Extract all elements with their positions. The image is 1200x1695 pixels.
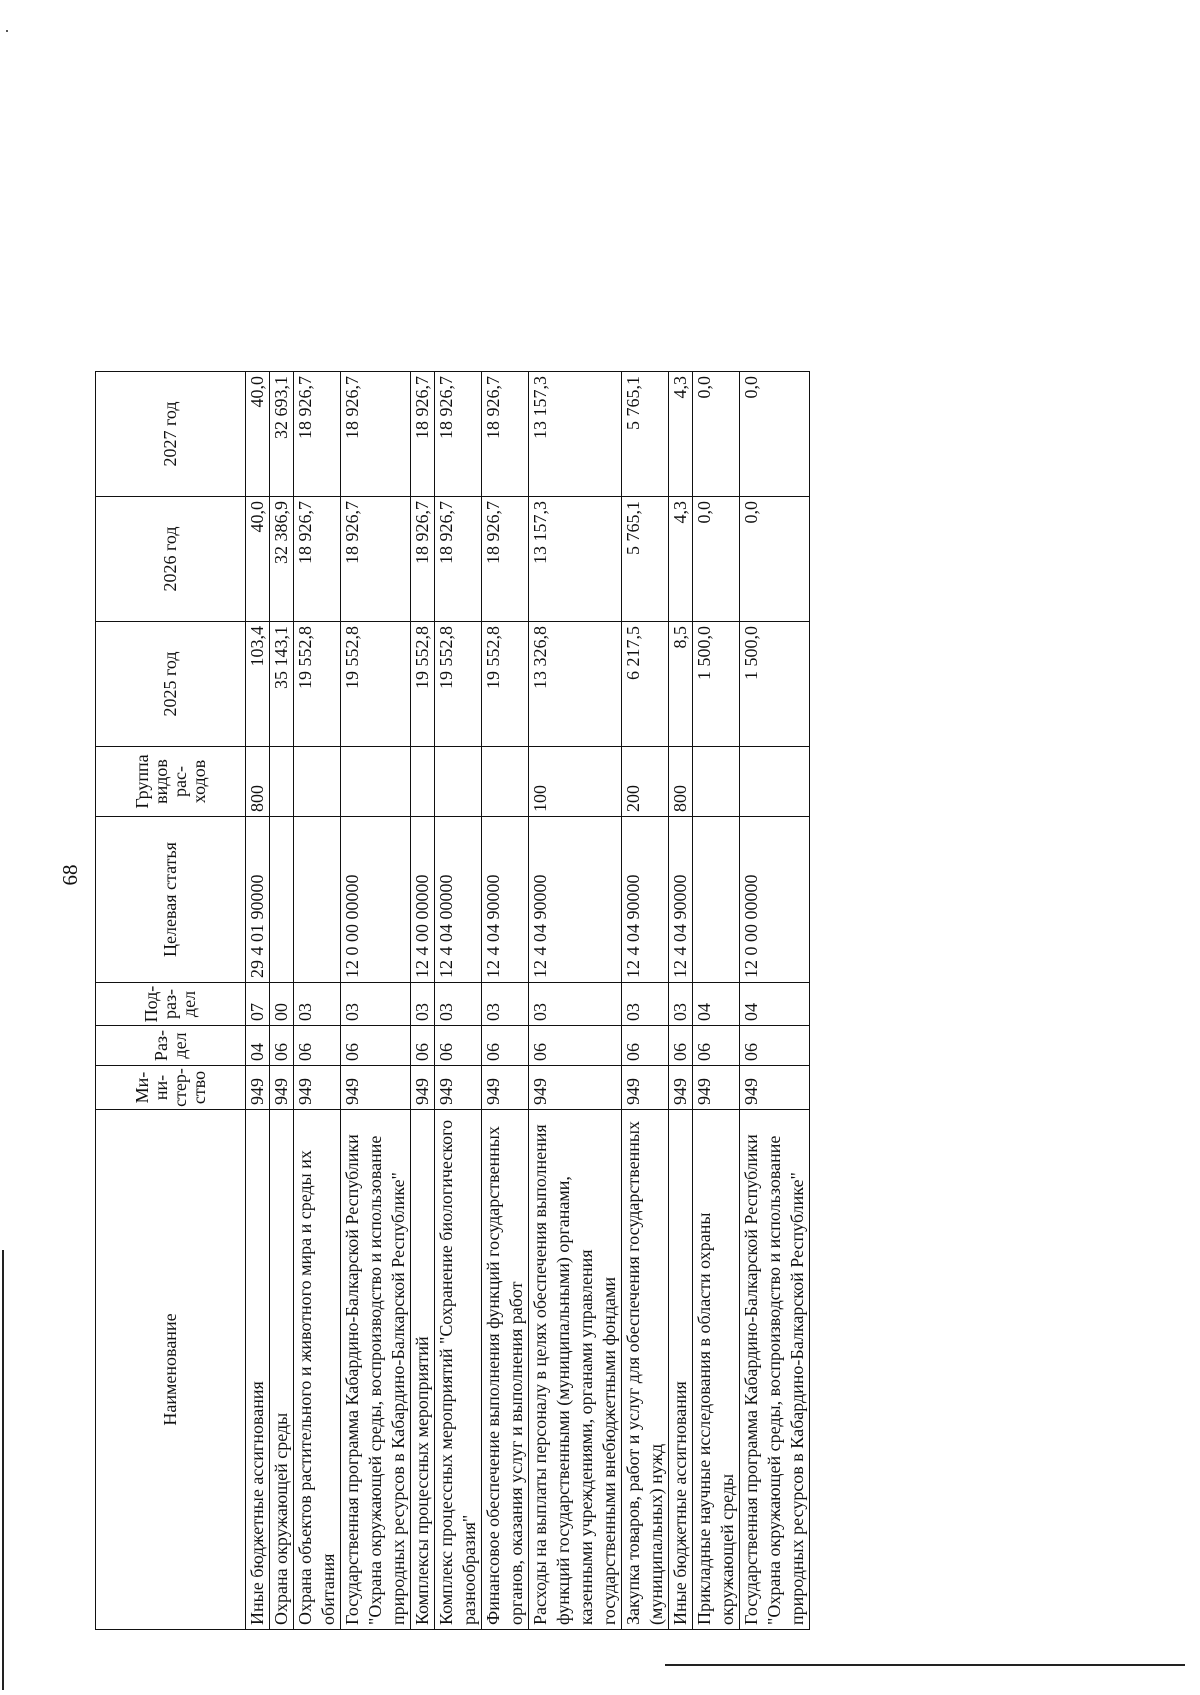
row-subsection: 03 [482,983,529,1026]
header-target: Целевая статья [96,817,246,983]
row-2026: 18 926,7 [482,497,529,622]
header-expense-group: Группа видов рас- ходов [96,747,246,817]
row-ministry: 949 [246,1066,270,1110]
header-name: Наименование [96,1110,246,1630]
row-2025: 103,4 [246,622,270,747]
header-2027: 2027 год [96,372,246,497]
row-expense-group: 200 [622,747,669,817]
row-expense-group [740,747,810,817]
row-ministry: 949 [693,1066,740,1110]
row-subsection: 03 [341,983,411,1026]
row-subsection: 07 [246,983,270,1026]
row-ministry: 949 [482,1066,529,1110]
row-subsection: 03 [529,983,622,1026]
row-section: 06 [435,1026,482,1066]
rotated-content [0,75,1130,1675]
row-target [270,817,294,983]
row-2027: 18 926,7 [435,372,482,497]
row-2027: 18 926,7 [482,372,529,497]
scan-mark [6,30,8,32]
table-header-row [96,372,246,1630]
row-2025: 1 500,0 [740,622,810,747]
row-subsection: 03 [411,983,435,1026]
row-ministry: 949 [294,1066,341,1110]
row-name: Прикладные научные исследования в области охраны окружающей среды [693,1110,740,1630]
row-2026: 18 926,7 [341,497,411,622]
row-expense-group: 100 [529,747,622,817]
row-name: Расходы на выплаты персоналу в целях обеспечения выполнения функций государственными (муниципальными) органами, казенными учреждениями, органами управления государственными внебюджетными фондами [529,1110,622,1630]
header-2026: 2026 год [96,497,246,622]
row-section: 06 [270,1026,294,1066]
table-row [341,372,411,1630]
row-expense-group [341,747,411,817]
row-expense-group: 800 [669,747,693,817]
row-expense-group [482,747,529,817]
table-row [435,372,482,1630]
row-target: 12 4 04 90000 [482,817,529,983]
row-target: 12 4 00 00000 [411,817,435,983]
row-2025: 13 326,8 [529,622,622,747]
row-subsection: 04 [693,983,740,1026]
row-target: 12 4 04 00000 [435,817,482,983]
row-2026: 18 926,7 [294,497,341,622]
row-expense-group [270,747,294,817]
budget-table [95,371,810,1630]
header-2025: 2025 год [96,622,246,747]
row-target: 12 0 00 00000 [341,817,411,983]
row-subsection: 03 [622,983,669,1026]
row-target: 12 0 00 00000 [740,817,810,983]
row-2027: 18 926,7 [294,372,341,497]
table-row [693,372,740,1630]
row-2025: 19 552,8 [482,622,529,747]
row-2027: 18 926,7 [341,372,411,497]
row-section: 06 [529,1026,622,1066]
row-ministry: 949 [529,1066,622,1110]
row-ministry: 949 [622,1066,669,1110]
row-section: 06 [693,1026,740,1066]
table-row [270,372,294,1630]
row-2025: 19 552,8 [341,622,411,747]
row-target: 12 4 04 90000 [622,817,669,983]
row-2026: 18 926,7 [411,497,435,622]
row-section: 06 [482,1026,529,1066]
table-row [622,372,669,1630]
table-row [529,372,622,1630]
row-2025: 19 552,8 [435,622,482,747]
row-2027: 18 926,7 [411,372,435,497]
row-name: Иные бюджетные ассигнования [669,1110,693,1630]
row-2026: 5 765,1 [622,497,669,622]
row-name: Государственная программа Кабардино-Балкарской Республики "Охрана окружающей среды, воспроизводство и использование природных ресурсов в Кабардино-Балкарской Республике" [740,1110,810,1630]
row-expense-group: 800 [246,747,270,817]
row-2025: 6 217,5 [622,622,669,747]
row-subsection: 03 [435,983,482,1026]
row-target: 29 4 01 90000 [246,817,270,983]
table-row [411,372,435,1630]
row-ministry: 949 [411,1066,435,1110]
row-expense-group [294,747,341,817]
row-expense-group [435,747,482,817]
row-section: 06 [411,1026,435,1066]
row-target: 12 4 04 90000 [669,817,693,983]
row-section: 06 [341,1026,411,1066]
row-name: Закупка товаров, работ и услуг для обеспечения государственных (муниципальных) нужд [622,1110,669,1630]
header-subsection: Под- раз- дел [96,983,246,1026]
row-name: Комплекс процессных мероприятий "Сохранение биологического разнообразия" [435,1110,482,1630]
row-name: Финансовое обеспечение выполнения функций государственных органов, оказания услуг и выполнения работ [482,1110,529,1630]
row-target: 12 4 04 90000 [529,817,622,983]
row-2026: 13 157,3 [529,497,622,622]
row-2025: 1 500,0 [693,622,740,747]
row-2027: 0,0 [740,372,810,497]
row-subsection: 03 [669,983,693,1026]
row-section: 06 [294,1026,341,1066]
table-row [482,372,529,1630]
row-2025: 8,5 [669,622,693,747]
row-2026: 18 926,7 [435,497,482,622]
row-2025: 19 552,8 [411,622,435,747]
row-subsection: 03 [294,983,341,1026]
row-name: Государственная программа Кабардино-Балкарской Республики "Охрана окружающей среды, воспроизводство и использование природных ресурсов в Кабардино-Балкарской Республике" [341,1110,411,1630]
row-target [693,817,740,983]
table-row [246,372,270,1630]
table-row [669,372,693,1630]
row-subsection: 00 [270,983,294,1026]
row-section: 06 [622,1026,669,1066]
row-name: Охрана окружающей среды [270,1110,294,1630]
row-2027: 5 765,1 [622,372,669,497]
row-ministry: 949 [341,1066,411,1110]
row-ministry: 949 [435,1066,482,1110]
row-section: 04 [246,1026,270,1066]
table-row [740,372,810,1630]
row-subsection: 04 [740,983,810,1026]
row-2027: 4,3 [669,372,693,497]
row-name: Охрана объектов растительного и животного мира и среды их обитания [294,1110,341,1630]
row-2025: 19 552,8 [294,622,341,747]
row-2026: 4,3 [669,497,693,622]
row-2026: 0,0 [693,497,740,622]
row-section: 06 [740,1026,810,1066]
row-name: Иные бюджетные ассигнования [246,1110,270,1630]
row-2026: 0,0 [740,497,810,622]
row-2027: 32 693,1 [270,372,294,497]
row-ministry: 949 [740,1066,810,1110]
row-2027: 40,0 [246,372,270,497]
row-2026: 40,0 [246,497,270,622]
row-expense-group [693,747,740,817]
row-ministry: 949 [669,1066,693,1110]
row-2025: 35 143,1 [270,622,294,747]
page-number: 68 [58,864,82,886]
row-2027: 0,0 [693,372,740,497]
row-section: 06 [669,1026,693,1066]
row-2026: 32 386,9 [270,497,294,622]
row-ministry: 949 [270,1066,294,1110]
row-2027: 13 157,3 [529,372,622,497]
row-expense-group [411,747,435,817]
header-ministry: Ми- ни- стер- ство [96,1066,246,1110]
table-row [294,372,341,1630]
header-section: Раз- дел [96,1026,246,1066]
row-target [294,817,341,983]
row-name: Комплексы процессных мероприятий [411,1110,435,1630]
